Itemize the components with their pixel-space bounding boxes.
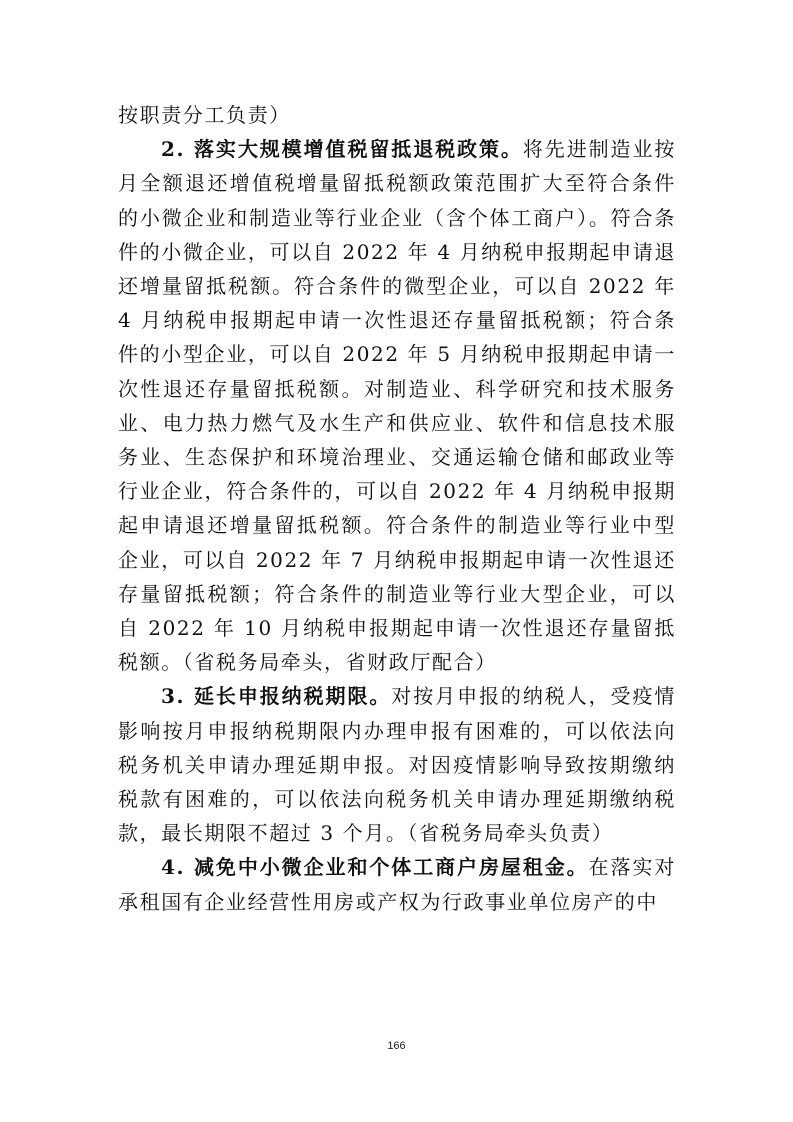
paragraph-heading: 4. 减免中小微企业和个体工商户房屋租金。 <box>161 855 589 880</box>
paragraph-text: 按职责分工负责） <box>118 103 291 127</box>
paragraph-continuation <box>118 98 676 132</box>
paragraph-heading: 3. 延长申报纳税期限。 <box>161 684 392 709</box>
page-number: 166 <box>387 1040 406 1052</box>
document-body <box>118 98 676 919</box>
paragraph-item-4 <box>118 850 676 918</box>
paragraph-item-3 <box>118 679 676 850</box>
paragraph-item-2 <box>118 132 676 679</box>
paragraph-text: 将先进制造业按月全额退还增值税增量留抵税额政策范围扩大至符合条件的小微企业和制造业等行业企业（含个体工商户）。符合条件的小微企业，可以自 2022 年 4 月纳税申报期起申请退还增量留抵税额。符合条件的微型企业，可以自 2022 年 4 月纳税申报期起申请一次性退还存量留抵税额；符合条件的小型企业，可以自 2022 年 5 月纳税申报期起申请一次性退还存量留抵税额。对制造业、科学研究和技术服务业、电力热力燃气及水生产和供应业、软件和信息技术服务业、生态保护和环境治理业、交通运输仓储和邮政业等行业企业，符合条件的，可以自 2022 年 4 月纳税申报期起申请退还增量留抵税额。符合条件的制造业等行业中型企业，可以自 2022 年 7 月纳税申报期起申请一次性退还存量留抵税额；符合条件的制造业等行业大型企业，可以自 2022 年 10 月纳税申报期起申请一次性退还存量留抵税额。（省税务局牵头，省财政厅配合） <box>118 137 676 675</box>
paragraph-text: 对按月申报的纳税人，受疫情影响按月申报纳税期限内办理申报有困难的，可以依法向税务机关申请办理延期申报。对因疫情影响导致按期缴纳税款有困难的，可以依法向税务机关申请办理延期缴纳税款，最长期限不超过 3 个月。（省税务局牵头负责） <box>118 684 676 846</box>
paragraph-heading: 2. 落实大规模增值税留抵退税政策。 <box>161 137 523 162</box>
paragraph-text: 在落实对承租国有企业经营性用房或产权为行政事业单位房产的中 <box>118 855 676 914</box>
